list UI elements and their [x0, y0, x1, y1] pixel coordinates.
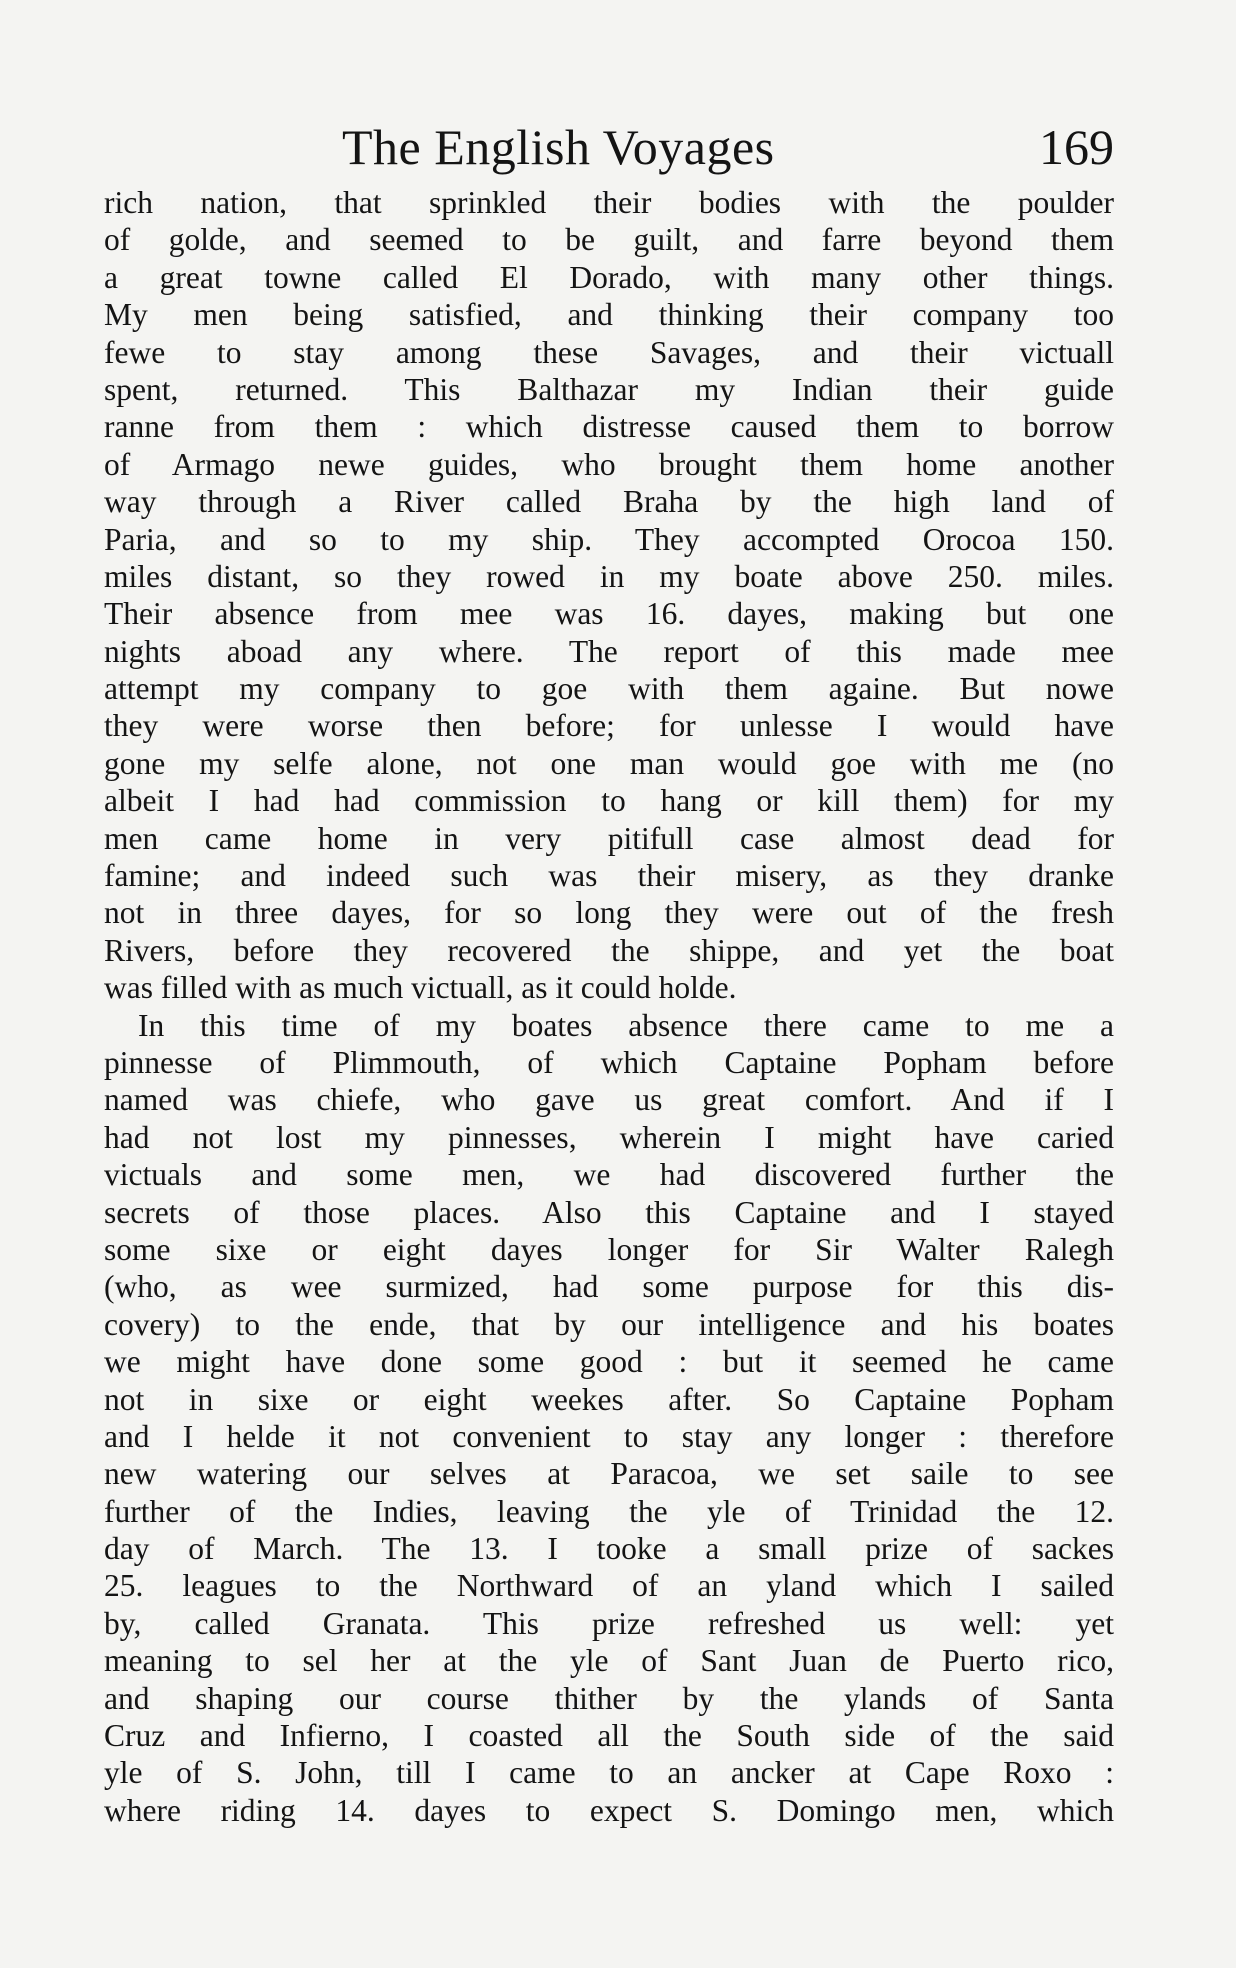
- text-line: some sixe or eight dayes longer for Sir Walter Ralegh: [104, 1231, 1114, 1267]
- text-line: and I helde it not convenient to stay any longer : therefore: [104, 1418, 1114, 1454]
- text-line: famine; and indeed such was their misery, as they dranke: [104, 858, 1114, 894]
- page-header: [104, 112, 1114, 182]
- text-line: albeit I had had commission to hang or kill them) for my: [104, 783, 1114, 819]
- text-line: of golde, and seemed to be guilt, and farre beyond them: [104, 222, 1114, 258]
- text-line: Their absence from mee was 16. dayes, making but one: [104, 596, 1114, 632]
- text-line: spent, returned. This Balthazar my Indian their guide: [104, 371, 1114, 407]
- text-line: pinnesse of Plimmouth, of which Captaine Popham before: [104, 1044, 1114, 1080]
- body-text: [104, 184, 1114, 1829]
- text-line: they were worse then before; for unlesse I would have: [104, 708, 1114, 744]
- page-number: 169: [1039, 119, 1114, 175]
- text-line: My men being satisfied, and thinking their company too: [104, 297, 1114, 333]
- text-line: a great towne called El Dorado, with many other things.: [104, 259, 1114, 295]
- text-line: rich nation, that sprinkled their bodies with the poulder: [104, 185, 1114, 220]
- text-line: nights aboad any where. The report of this made mee: [104, 633, 1114, 669]
- text-line: covery) to the ende, that by our intelligence and his boates: [104, 1306, 1114, 1342]
- text-line: fewe to stay among these Savages, and their victuall: [104, 334, 1114, 370]
- text-line: Rivers, before they recovered the shippe, and yet the boat: [104, 932, 1114, 968]
- text-line: miles distant, so they rowed in my boate above 250. miles.: [104, 558, 1114, 594]
- text-line: was filled with as much victuall, as it could holde.: [104, 970, 737, 1006]
- text-line: not in sixe or eight weekes after. So Captaine Popham: [104, 1381, 1114, 1417]
- text-line: where riding 14. dayes to expect S. Domingo men, which: [104, 1792, 1114, 1828]
- text-line: had not lost my pinnesses, wherein I might have caried: [104, 1119, 1114, 1155]
- text-line: named was chiefe, who gave us great comfort. And if I: [104, 1082, 1114, 1118]
- text-line: men came home in very pitifull case almost dead for: [104, 820, 1114, 856]
- text-line: new watering our selves at Paracoa, we set saile to see: [104, 1456, 1114, 1492]
- text-line: In this time of my boates absence there came to me a: [138, 1007, 1114, 1043]
- text-line: meaning to sel her at the yle of Sant Juan de Puerto rico,: [104, 1643, 1114, 1679]
- text-line: 25. leagues to the Northward of an yland which I sailed: [104, 1568, 1114, 1604]
- text-line: of Armago newe guides, who brought them home another: [104, 446, 1114, 482]
- text-line: Cruz and Infierno, I coasted all the South side of the said: [104, 1718, 1114, 1754]
- text-line: victuals and some men, we had discovered further the: [104, 1157, 1114, 1193]
- text-line: ranne from them : which distresse caused them to borrow: [104, 409, 1114, 445]
- text-line: Paria, and so to my ship. They accompted Orocoa 150.: [104, 521, 1114, 557]
- text-line: and shaping our course thither by the ylands of Santa: [104, 1680, 1114, 1716]
- text-line: (who, as wee surmized, had some purpose for this dis-: [104, 1269, 1114, 1305]
- text-line: yle of S. John, till I came to an ancker at Cape Roxo :: [104, 1755, 1114, 1791]
- text-line: way through a River called Braha by the high land of: [104, 484, 1114, 520]
- text-line: not in three dayes, for so long they were out of the fresh: [104, 895, 1114, 931]
- running-title: The English Voyages: [342, 119, 775, 175]
- text-line: gone my selfe alone, not one man would goe with me (no: [104, 745, 1114, 781]
- text-line: day of March. The 13. I tooke a small prize of sackes: [104, 1531, 1114, 1567]
- text-line: we might have done some good : but it seemed he came: [104, 1344, 1114, 1380]
- text-line: secrets of those places. Also this Captaine and I stayed: [104, 1194, 1114, 1230]
- text-line: attempt my company to goe with them againe. But nowe: [104, 671, 1114, 707]
- text-line: by, called Granata. This prize refreshed us well: yet: [104, 1605, 1114, 1641]
- text-line: further of the Indies, leaving the yle of Trinidad the 12.: [104, 1493, 1114, 1529]
